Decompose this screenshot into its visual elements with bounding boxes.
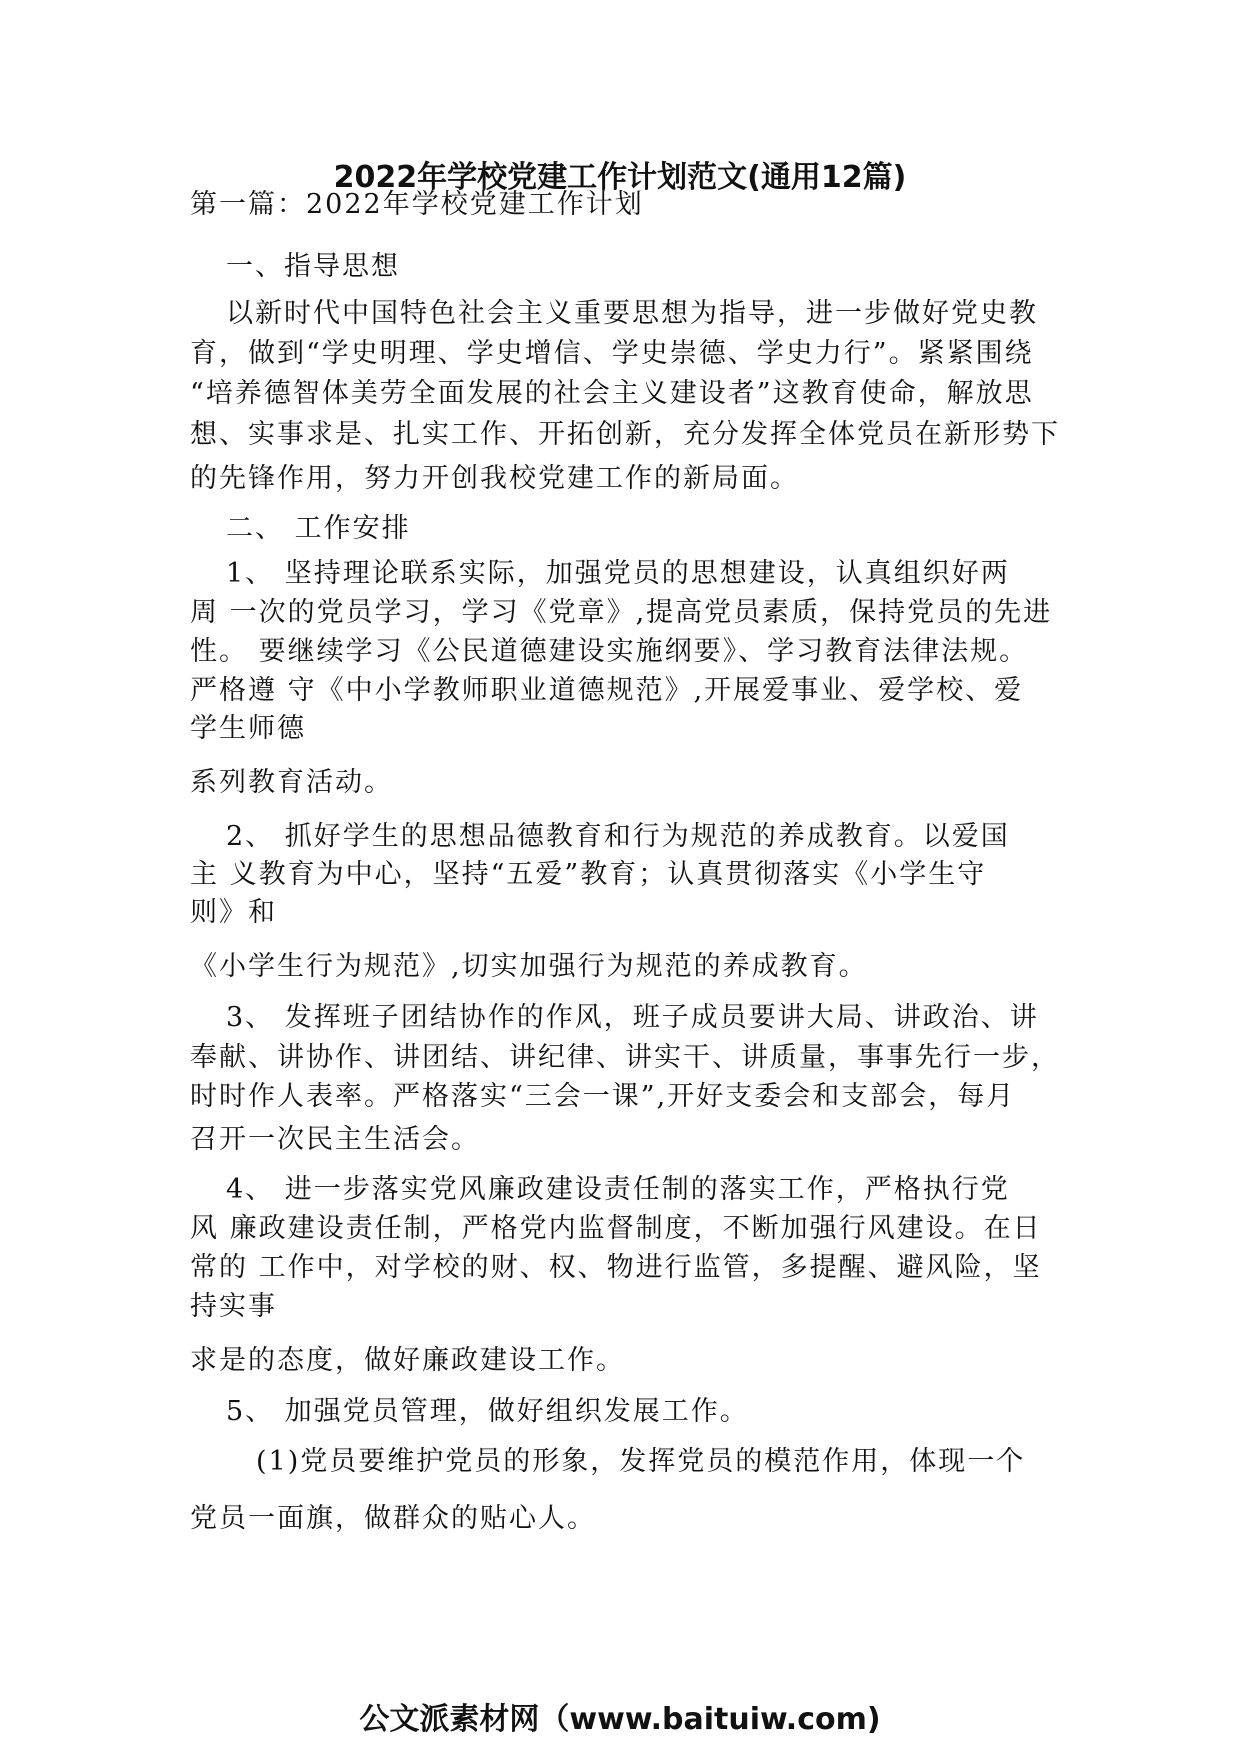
section-heading-work-arrangement: 二、 工作安排	[226, 513, 411, 544]
paragraph-line: 学生师德	[190, 713, 306, 744]
document-title: 2022年学校党建工作计划范文(通用12篇)	[333, 160, 907, 195]
paragraph-line: 党员一面旗，做群众的贴心人。	[190, 1503, 596, 1534]
footer-watermark: 公文派素材网（www.baituiw.com)	[359, 1702, 881, 1737]
paragraph-line: (1)党员要维护党员的形象，发挥党员的模范作用，体现一个	[256, 1446, 1026, 1477]
paragraph-line: 风 廉政建设责任制，严格党内监督制度，不断加强行风建设。在日	[190, 1213, 1042, 1244]
paragraph-line: 奉献、讲协作、讲团结、讲纪律、讲实干、讲质量，事事先行一步，	[190, 1042, 1060, 1073]
document-subtitle: 第一篇：2022年学校党建工作计划	[190, 189, 644, 220]
paragraph-line: 常的 工作中，对学校的财、权、物进行监管，多提醒、避风险，坚	[190, 1252, 1042, 1283]
section-heading-guiding-ideology: 一、指导思想	[226, 251, 400, 282]
paragraph-line: 2、 抓好学生的思想品德教育和行为规范的养成教育。以爱国	[226, 821, 1010, 852]
paragraph-line: 4、 进一步落实党风廉政建设责任制的落实工作，严格执行党	[226, 1174, 1010, 1205]
paragraph-line: 则》和	[190, 897, 277, 928]
paragraph-line: 育，做到“学史明理、学史增信、学史崇德、学史力行”。紧紧围绕	[190, 338, 1034, 369]
paragraph-line: 严格遵 守《中小学教师职业道德规范》,开展爱事业、爱学校、爱	[190, 675, 1024, 706]
paragraph-line: 持实事	[190, 1291, 277, 1322]
paragraph-line: 性。 要继续学习《公民道德建设实施纲要》、学习教育法律法规。	[190, 636, 1029, 667]
paragraph-line: 系列教育活动。	[190, 767, 393, 798]
paragraph-line: 求是的态度，做好廉政建设工作。	[190, 1345, 625, 1376]
paragraph-line: 周 一次的党员学习，学习《党章》,提高党员素质，保持党员的先进	[190, 597, 1053, 628]
paragraph-line: 想、实事求是、扎实工作、开拓创新，充分发挥全体党员在新形势下	[190, 419, 1060, 450]
paragraph-line: 主 义教育为中心，坚持“五爱”教育；认真贯彻落实《小学生守	[190, 859, 987, 890]
paragraph-line: 5、 加强党员管理，做好组织发展工作。	[226, 1396, 749, 1427]
paragraph-line: 的先锋作用，努力开创我校党建工作的新局面。	[190, 463, 799, 494]
paragraph-line: 3、 发挥班子团结协作的作风，班子成员要讲大局、讲政治、讲	[226, 1002, 1039, 1033]
paragraph-line: “培养德智体美劳全面发展的社会主义建设者”这教育使命，解放思	[190, 378, 1034, 409]
paragraph-line: 1、 坚持理论联系实际，加强党员的思想建设，认真组织好两	[226, 558, 1010, 589]
paragraph-line: 以新时代中国特色社会主义重要思想为指导，进一步做好党史教	[226, 298, 1038, 329]
paragraph-line: 召开一次民主生活会。	[190, 1124, 480, 1155]
paragraph-line: 时时作人表率。严格落实“三会一课”,开好支委会和支部会，每月	[190, 1081, 1016, 1112]
paragraph-line: 《小学生行为规范》,切实加强行为规范的养成教育。	[190, 951, 868, 982]
